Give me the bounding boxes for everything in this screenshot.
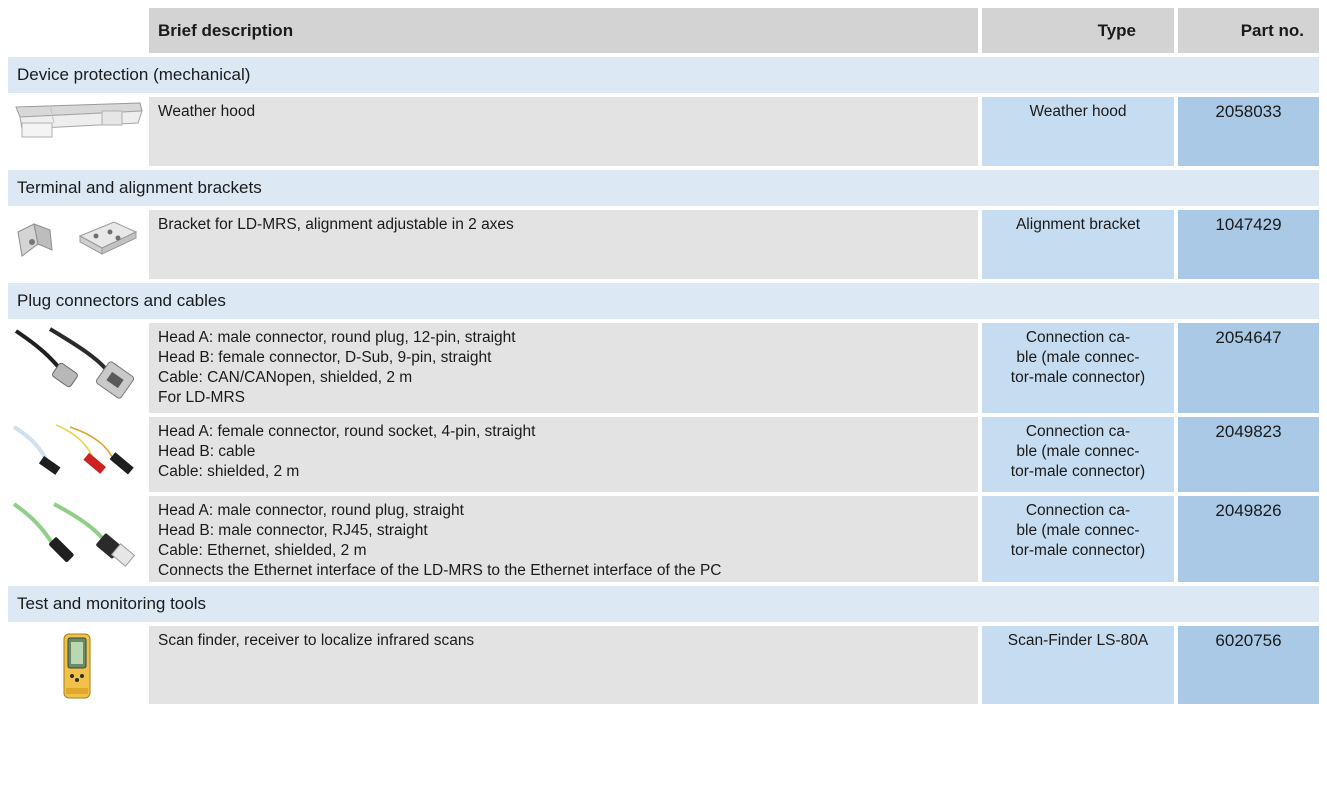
item-description [145, 417, 978, 492]
description-line: Cable: Ethernet, shielded, 2 m [158, 542, 367, 559]
item-type: Scan-Finder LS-80A [978, 626, 1174, 704]
header-image-cell [8, 8, 145, 53]
description-line: Head A: male connector, round plug, straight [158, 502, 464, 519]
ethernet-cable-image [8, 496, 145, 582]
section-title: Plug connectors and cables [8, 279, 1319, 319]
item-type: Connection ca- ble (male connec- tor-male connector) [978, 496, 1174, 582]
accessories-table [8, 8, 1319, 704]
description-line: Head B: cable [158, 443, 256, 460]
item-part-no: 1047429 [1174, 210, 1319, 279]
bracket-icon [10, 214, 144, 264]
table-row [8, 206, 1319, 279]
scan-finder-image [8, 626, 145, 704]
can-cable-image [8, 323, 145, 413]
power-cable-icon [10, 421, 144, 487]
weather-hood-image [8, 97, 145, 166]
header-part-no: Part no. [1174, 8, 1319, 53]
section-title: Terminal and alignment brackets [8, 166, 1319, 206]
can-cable-icon [10, 327, 144, 407]
item-type: Alignment bracket [978, 210, 1174, 279]
description-line: Weather hood [158, 103, 256, 120]
table-row [8, 93, 1319, 166]
table-row [8, 622, 1319, 704]
description-line: For LD-MRS [158, 389, 245, 406]
description-line: Head B: female connector, D-Sub, 9-pin, straight [158, 349, 492, 366]
header-brief-description: Brief description [145, 8, 978, 53]
item-description [145, 626, 978, 704]
table-row [8, 319, 1319, 413]
item-type: Weather hood [978, 97, 1174, 166]
header-type: Type [978, 8, 1174, 53]
item-description [145, 97, 978, 166]
table-row [8, 413, 1319, 492]
item-part-no: 6020756 [1174, 626, 1319, 704]
description-line: Connects the Ethernet interface of the LD-MRS to the Ethernet interface of the PC [158, 562, 722, 579]
description-line: Scan finder, receiver to localize infrared scans [158, 632, 475, 649]
item-part-no: 2058033 [1174, 97, 1319, 166]
section-title: Device protection (mechanical) [8, 53, 1319, 93]
description-line: Head A: male connector, round plug, 12-pin, straight [158, 329, 516, 346]
section-title: Test and monitoring tools [8, 582, 1319, 622]
description-line: Bracket for LD-MRS, alignment adjustable in 2 axes [158, 216, 514, 233]
scan-finder-icon [10, 630, 144, 702]
ethernet-cable-icon [10, 500, 144, 576]
power-cable-image [8, 417, 145, 492]
item-type: Connection ca- ble (male connec- tor-male connector) [978, 323, 1174, 413]
description-line: Cable: CAN/CANopen, shielded, 2 m [158, 369, 413, 386]
alignment-bracket-image [8, 210, 145, 279]
description-line: Head A: female connector, round socket, 4-pin, straight [158, 423, 536, 440]
item-part-no: 2054647 [1174, 323, 1319, 413]
item-part-no: 2049826 [1174, 496, 1319, 582]
item-description [145, 496, 978, 582]
description-line: Cable: shielded, 2 m [158, 463, 300, 480]
description-line: Head B: male connector, RJ45, straight [158, 522, 428, 539]
weather-hood-icon [10, 101, 144, 145]
table-row [8, 492, 1319, 582]
item-type: Connection ca- ble (male connec- tor-male connector) [978, 417, 1174, 492]
item-description [145, 323, 978, 413]
item-description [145, 210, 978, 279]
table-header [8, 8, 1319, 53]
item-part-no: 2049823 [1174, 417, 1319, 492]
